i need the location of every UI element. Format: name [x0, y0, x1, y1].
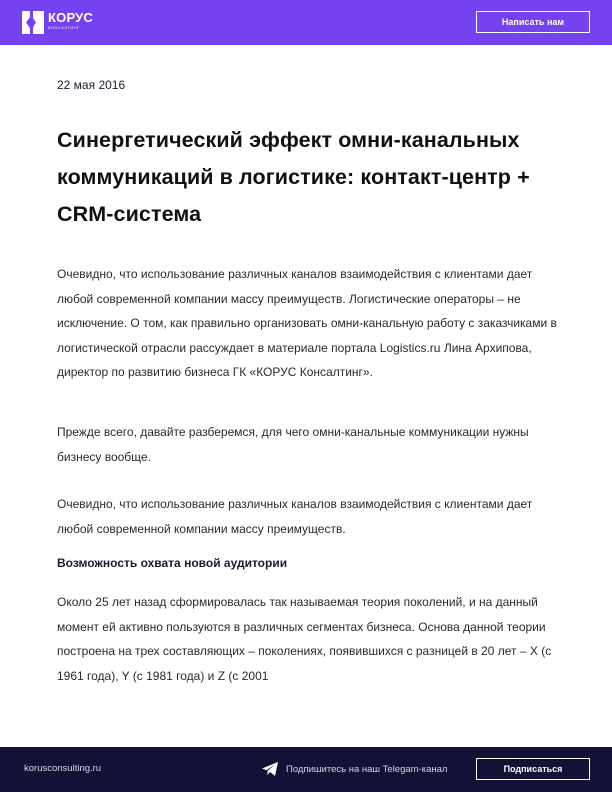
- site-header: [0, 0, 612, 45]
- site-link[interactable]: korusconsulting.ru: [24, 763, 102, 774]
- logo-subtitle: КОНСАЛТИНГ: [48, 25, 80, 30]
- telegram-text: Подпишитесь на наш Telegam-канал: [286, 763, 448, 775]
- article-title: Синергетический эффект омни-канальных коммуникаций в логистике: контакт-центр + CRM-система: [57, 128, 530, 226]
- logo[interactable]: [22, 11, 93, 34]
- write-us-button[interactable]: Написать нам: [476, 11, 590, 33]
- article-paragraph: Очевидно, что использование различных каналов взаимодействия с клиентами дает любой современной компании массу преимуществ.: [57, 497, 533, 536]
- article-paragraph: Около 25 лет назад сформировалась так называемая теория поколений, и на данный момент ей активно пользуются в различных сегментах бизнеса. Основа данной теории построена на трех составляющих – поколениях, появившихся с разницей в 20 лет – X (с 1961 года), Y (с 1981 года) и Z (с 2001: [57, 595, 552, 683]
- section-heading: Возможность охвата новой аудитории: [57, 556, 288, 570]
- article-paragraph: Прежде всего, давайте разберемся, для чего омни-канальные коммуникации нужны бизнесу вообще.: [57, 425, 529, 464]
- site-footer: [0, 747, 612, 792]
- article-date: 22 мая 2016: [57, 78, 126, 92]
- subscribe-button[interactable]: Подписаться: [476, 758, 590, 780]
- article-paragraph: Очевидно, что использование различных каналов взаимодействия с клиентами дает любой современной компании массу преимуществ. Логистические операторы – не исключение. О том, как правильно организовать омни-канальную работу с заказчиками в логистической отрасли рассуждает в материале портала Logistics.ru Лина Архипова, директор по развитию бизнеса ГК «КОРУС Консалтинг».: [57, 267, 557, 379]
- logo-text: [48, 11, 93, 31]
- logo-name: КОРУС: [48, 10, 94, 25]
- telegram-promo: [262, 762, 447, 776]
- telegram-plane-icon: [262, 762, 278, 776]
- korus-logo-icon: [22, 11, 44, 34]
